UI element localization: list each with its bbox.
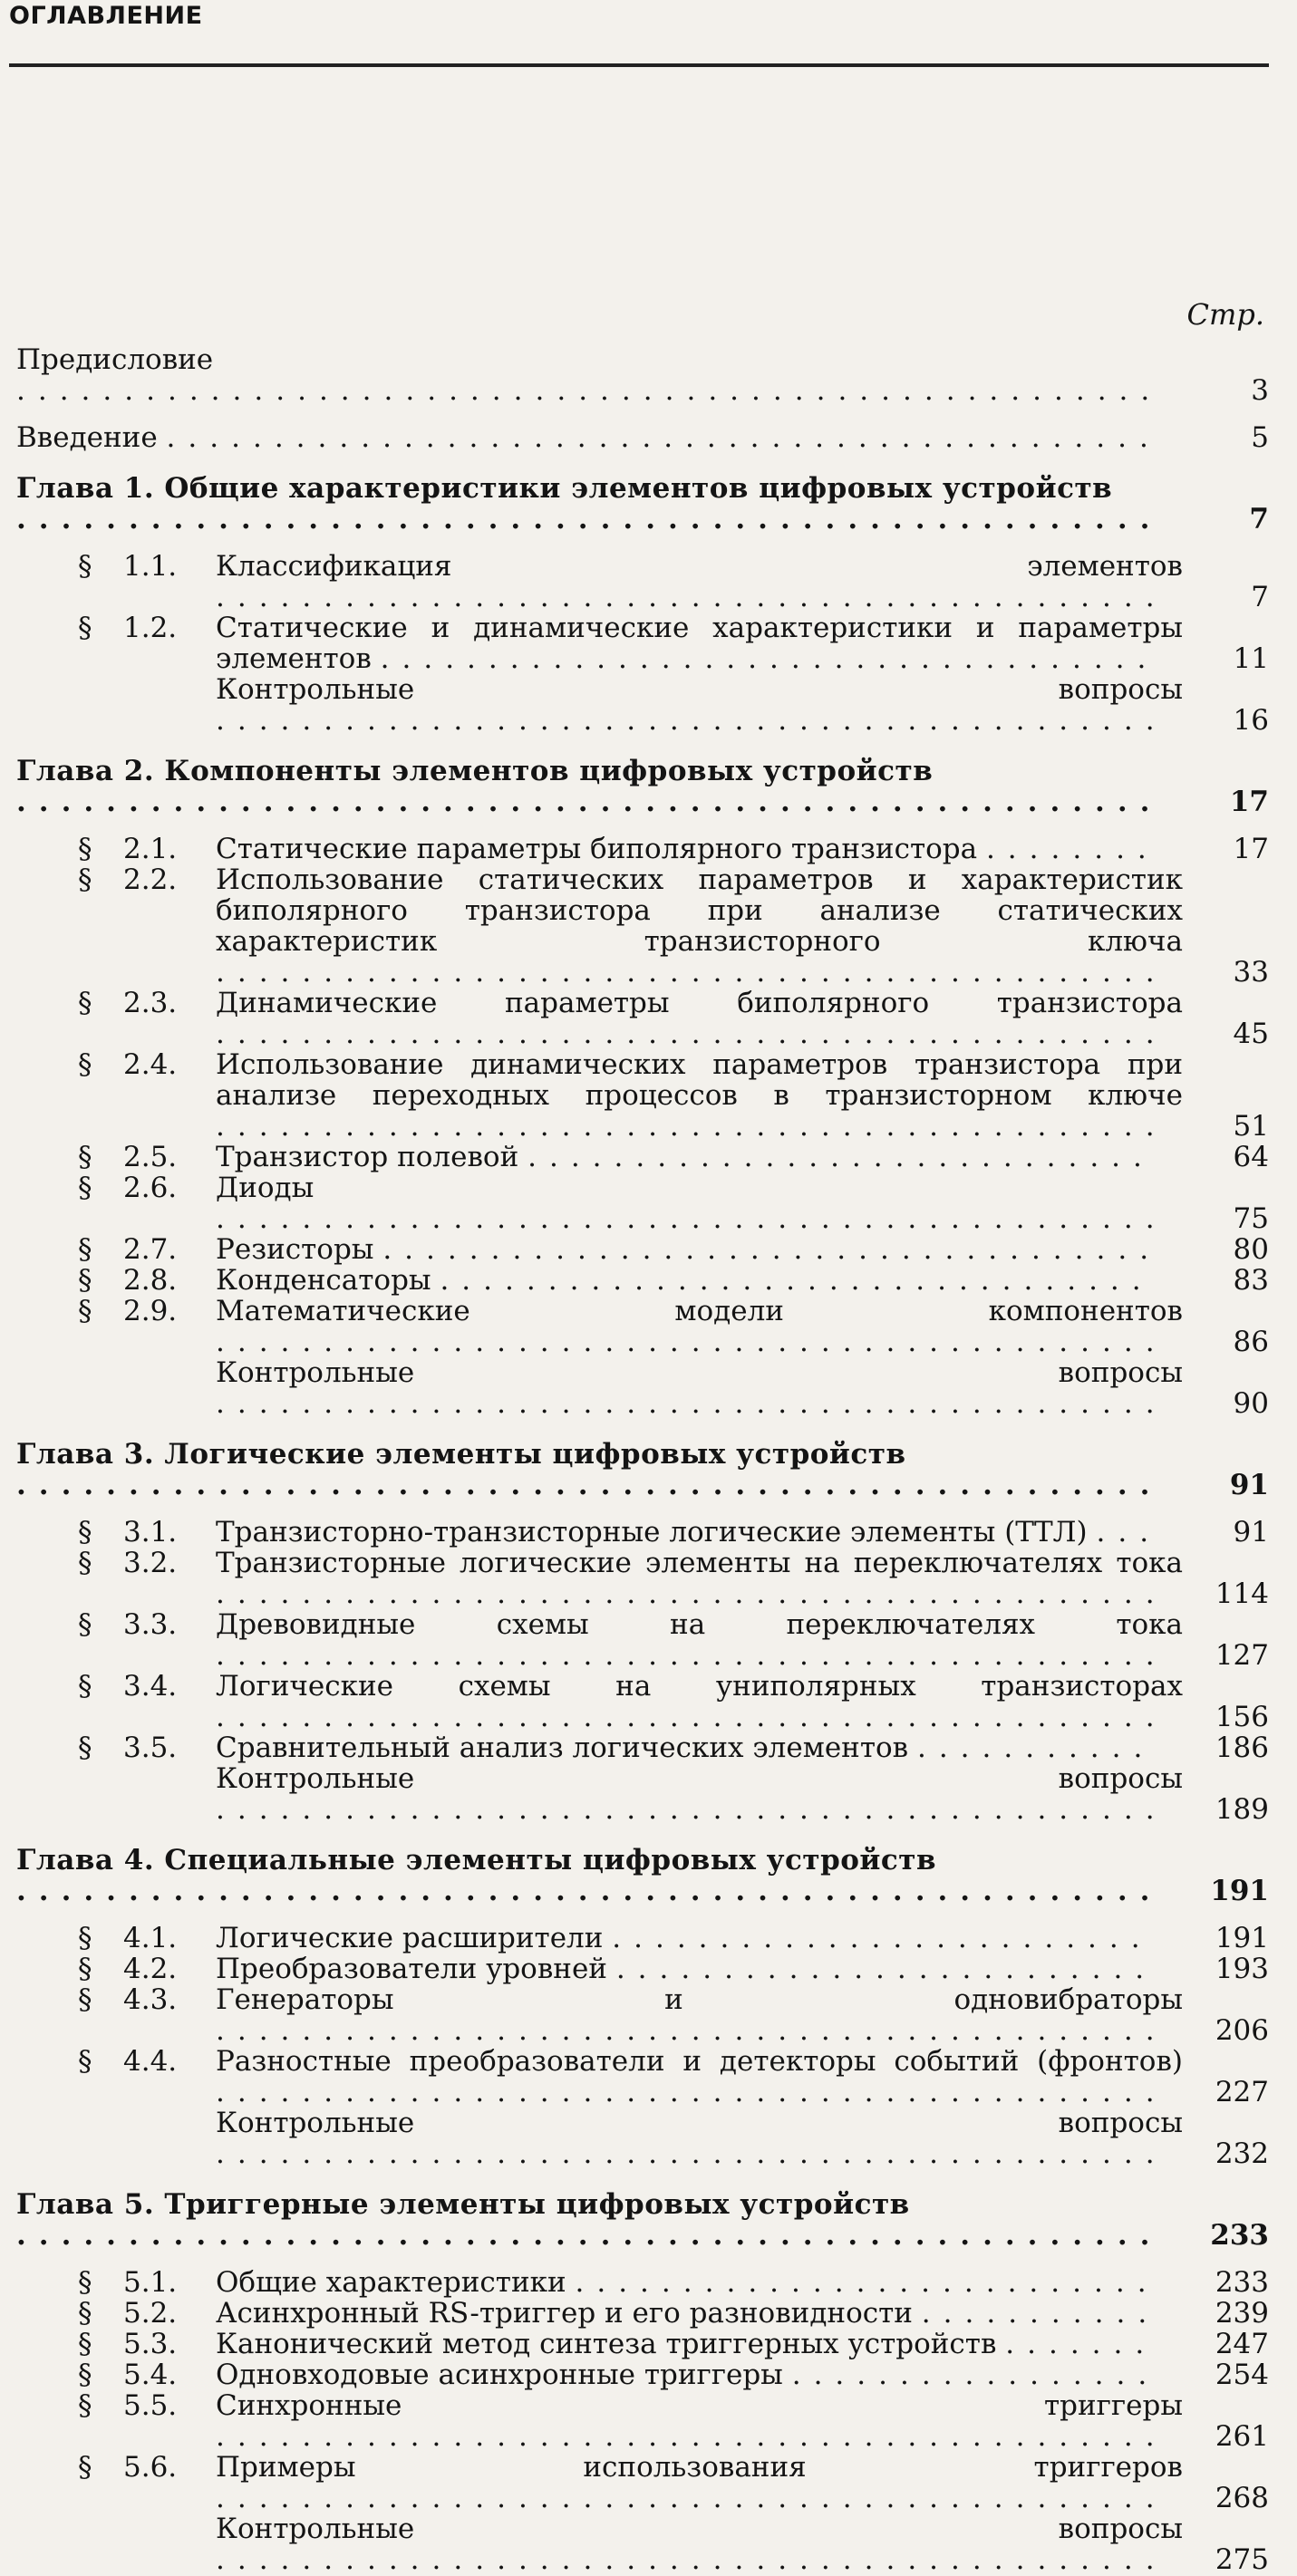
page-number: 232 — [1215, 2137, 1269, 2170]
toc-section — [16, 1548, 1269, 1609]
toc-section — [16, 1234, 1269, 1265]
section-sign: § — [78, 2328, 92, 2360]
toc-label: Контрольные вопросы ............................................ — [216, 1356, 1183, 1420]
toc-questions — [16, 1357, 1269, 1419]
section-number: 3.1. — [123, 1516, 178, 1548]
toc-section — [16, 1923, 1269, 1954]
page-number: 7 — [1251, 581, 1269, 613]
section-sign: § — [78, 1172, 92, 1204]
page-column-label: Стр. — [1186, 297, 1264, 332]
leader-dots: ............................................ — [216, 2014, 1167, 2047]
section-sign: § — [78, 1670, 92, 1703]
section-number: 4.1. — [123, 1922, 178, 1954]
section-sign: § — [78, 1233, 92, 1266]
toc-label: Сравнительный анализ логических элементов ........... — [216, 1732, 1156, 1764]
toc-label: Контрольные вопросы ............................................ — [216, 2513, 1183, 2576]
toc-chapter — [16, 756, 1269, 817]
toc-section — [16, 2452, 1269, 2513]
section-number: 5.2. — [123, 2297, 178, 2330]
section-number: 4.3. — [123, 1983, 178, 2016]
section-number: 2.4. — [123, 1048, 178, 1081]
page-number: 114 — [1215, 1577, 1269, 1610]
leader-dots: ................................................... — [16, 786, 1163, 818]
section-sign: § — [78, 550, 92, 583]
section-sign: § — [78, 2297, 92, 2330]
section-sign: § — [78, 1048, 92, 1081]
page-number: 127 — [1215, 1639, 1269, 1672]
toc-section — [16, 1984, 1269, 2046]
section-sign: § — [78, 1141, 92, 1173]
section-number: 3.3. — [123, 1608, 178, 1641]
leader-dots: ................. — [791, 2359, 1160, 2391]
toc-section — [16, 1609, 1269, 1671]
page-number: 191 — [1210, 1875, 1269, 1907]
toc-label: Статические и динамические характеристики и параметры элементов .................................... — [216, 612, 1183, 675]
page-number: 233 — [1210, 2219, 1269, 2252]
section-sign: § — [78, 833, 92, 865]
table-of-contents — [16, 344, 1269, 2575]
toc-label: Синхронные триггеры ............................................ — [216, 2389, 1183, 2453]
toc-label: Транзисторные логические элементы на переключателях тока ............................................ — [216, 1547, 1183, 1610]
leader-dots: ..................................................... — [16, 374, 1163, 407]
page-number: 186 — [1215, 1732, 1269, 1764]
toc-label: Глава 1. Общие характеристики элементов цифровых устройств ................................................... — [16, 472, 1163, 535]
page-number: 233 — [1215, 2266, 1269, 2299]
leader-dots: ......................... — [612, 1922, 1153, 1954]
section-number: 5.5. — [123, 2389, 178, 2422]
section-sign: § — [78, 1547, 92, 1579]
section-sign: § — [78, 987, 92, 1019]
section-number: 5.6. — [123, 2451, 178, 2484]
section-sign: § — [78, 2389, 92, 2422]
toc-section — [16, 1142, 1269, 1172]
toc-label: Использование динамических параметров транзистора при анализе переходных процессов в транзисторном ключе ............................................ — [216, 1048, 1183, 1143]
toc-section — [16, 551, 1269, 613]
page-number: 33 — [1233, 956, 1269, 989]
toc-label: Глава 2. Компоненты элементов цифровых устройств ................................................... — [16, 755, 1163, 818]
toc-entry — [16, 422, 1269, 453]
toc-chapter — [16, 1845, 1269, 1906]
leader-dots: ............................................ — [216, 2137, 1167, 2170]
leader-dots: ............................................ — [216, 1387, 1167, 1420]
toc-label: Предисловие ..................................................... — [16, 343, 1163, 407]
leader-dots: ............................................ — [216, 1018, 1167, 1050]
section-number: 2.6. — [123, 1172, 178, 1204]
page-number: 75 — [1233, 1202, 1269, 1235]
section-number: 3.5. — [123, 1732, 178, 1764]
leader-dots: ......................... — [615, 1953, 1157, 1985]
leader-dots: ................................................... — [16, 2219, 1163, 2252]
leader-dots: ............................................ — [216, 1577, 1167, 1610]
page-number: 227 — [1215, 2076, 1269, 2108]
toc-section — [16, 1954, 1269, 1984]
page-number: 7 — [1249, 503, 1269, 535]
toc-label: Резисторы .................................... — [216, 1233, 1162, 1266]
page-number: 268 — [1215, 2482, 1269, 2514]
toc-section — [16, 2267, 1269, 2298]
leader-dots: ............................................ — [216, 2076, 1167, 2108]
toc-section — [16, 2298, 1269, 2329]
toc-section — [16, 1172, 1269, 1234]
toc-label: Древовидные схемы на переключателях тока ............................................ — [216, 1608, 1183, 1672]
leader-dots: ............................................ — [216, 1110, 1167, 1143]
page-number: 91 — [1233, 1516, 1269, 1548]
page-number: 239 — [1215, 2297, 1269, 2330]
page-number: 275 — [1215, 2543, 1269, 2576]
page-number: 91 — [1229, 1469, 1269, 1501]
section-number: 2.8. — [123, 1264, 178, 1297]
section-sign: § — [78, 1608, 92, 1641]
leader-dots: ............................................ — [216, 1326, 1167, 1358]
section-sign: § — [78, 1922, 92, 1954]
toc-section — [16, 2390, 1269, 2452]
toc-section — [16, 988, 1269, 1049]
toc-chapter — [16, 2189, 1269, 2251]
page-number: 80 — [1233, 1233, 1269, 1266]
section-sign: § — [78, 612, 92, 644]
page-number: 189 — [1215, 1793, 1269, 1826]
toc-label: Преобразователи уровней ......................... — [216, 1953, 1157, 1985]
toc-chapter — [16, 1439, 1269, 1500]
toc-label: Общие характеристики ........................... — [216, 2266, 1159, 2299]
toc-label: Логические схемы на униполярных транзисторах ............................................ — [216, 1670, 1183, 1733]
toc-label: Динамические параметры биполярного транзистора ............................................ — [216, 987, 1183, 1050]
toc-section — [16, 1049, 1269, 1142]
leader-dots: ............................................ — [216, 704, 1167, 737]
section-number: 4.2. — [123, 1953, 178, 1985]
leader-dots: ............................................ — [216, 1701, 1167, 1733]
leader-dots: .................................... — [380, 642, 1159, 675]
toc-label: Конденсаторы ................................. — [216, 1264, 1154, 1297]
leader-dots: ............................................ — [216, 1639, 1167, 1672]
toc-label: Транзистор полевой ............................. — [216, 1141, 1155, 1173]
section-number: 2.9. — [123, 1295, 178, 1327]
toc-label: Классификация элементов ............................................ — [216, 550, 1183, 613]
toc-label: Одновходовые асинхронные триггеры ................. — [216, 2359, 1160, 2391]
section-sign: § — [78, 2359, 92, 2391]
section-sign: § — [78, 1264, 92, 1297]
section-sign: § — [78, 863, 92, 896]
section-number: 2.7. — [123, 1233, 178, 1266]
page-number: 86 — [1233, 1326, 1269, 1358]
page-number: 191 — [1215, 1922, 1269, 1954]
header-rule — [9, 63, 1269, 67]
toc-questions — [16, 2513, 1269, 2575]
section-number: 2.3. — [123, 987, 178, 1019]
toc-section — [16, 1732, 1269, 1763]
page-number: 156 — [1215, 1701, 1269, 1733]
page-number: 64 — [1233, 1141, 1269, 1173]
leader-dots: ................................. — [440, 1264, 1154, 1297]
section-sign: § — [78, 2266, 92, 2299]
toc-label: Логические расширители ......................... — [216, 1922, 1153, 1954]
page-number: 5 — [1251, 421, 1269, 454]
toc-questions — [16, 674, 1269, 736]
page-number: 206 — [1215, 2014, 1269, 2047]
toc-label: Примеры использования триггеров ............................................ — [216, 2451, 1183, 2514]
leader-dots: ........... — [916, 1732, 1156, 1764]
page-number: 261 — [1215, 2420, 1269, 2453]
section-number: 1.2. — [123, 612, 178, 644]
page-number: 3 — [1251, 374, 1269, 407]
page-title: ОГЛАВЛЕНИЕ — [9, 2, 203, 30]
leader-dots: ... — [1096, 1516, 1162, 1548]
toc-section — [16, 864, 1269, 988]
page-number: 11 — [1233, 642, 1269, 675]
page-number: 83 — [1233, 1264, 1269, 1297]
page-number: 16 — [1233, 704, 1269, 737]
toc-label: Контрольные вопросы ............................................ — [216, 1762, 1183, 1826]
page-number: 193 — [1215, 1953, 1269, 1985]
toc-label: Глава 5. Триггерные элементы цифровых устройств ................................................... — [16, 2188, 1163, 2252]
page-number: 51 — [1233, 1110, 1269, 1143]
section-sign: § — [78, 1732, 92, 1764]
leader-dots: .................................... — [382, 1233, 1162, 1266]
toc-label: Генераторы и одновибраторы ............................................ — [216, 1983, 1183, 2047]
leader-dots: ............................. — [528, 1141, 1155, 1173]
page-number: 17 — [1233, 833, 1269, 865]
section-sign: § — [78, 1295, 92, 1327]
toc-section — [16, 1296, 1269, 1357]
toc-entry — [16, 344, 1269, 406]
toc-section — [16, 2046, 1269, 2108]
leader-dots: ............................................ — [216, 1202, 1167, 1235]
page-number: 247 — [1215, 2328, 1269, 2360]
toc-label: Математические модели компонентов ............................................ — [216, 1295, 1183, 1358]
section-number: 5.1. — [123, 2266, 178, 2299]
section-number: 3.2. — [123, 1547, 178, 1579]
toc-section — [16, 613, 1269, 674]
toc-label: Контрольные вопросы ............................................ — [216, 673, 1183, 737]
section-sign: § — [78, 1516, 92, 1548]
leader-dots: ....... — [1005, 2328, 1157, 2360]
leader-dots: ........... — [921, 2297, 1160, 2330]
toc-section — [16, 1265, 1269, 1296]
page-number: 254 — [1215, 2359, 1269, 2391]
toc-label: Контрольные вопросы ............................................ — [216, 2107, 1183, 2170]
leader-dots: ............................................ — [216, 581, 1167, 613]
leader-dots: ................................................... — [16, 1469, 1163, 1501]
toc-label: Разностные преобразователи и детекторы событий (фронтов) ............................................ — [216, 2045, 1183, 2108]
section-sign: § — [78, 2045, 92, 2078]
leader-dots: ................................................... — [16, 1875, 1163, 1907]
section-sign: § — [78, 1983, 92, 2016]
section-number: 2.1. — [123, 833, 178, 865]
toc-label: Канонический метод синтеза триггерных устройств ....... — [216, 2328, 1157, 2360]
toc-section — [16, 1671, 1269, 1732]
section-number: 5.3. — [123, 2328, 178, 2360]
section-sign: § — [78, 2451, 92, 2484]
toc-questions — [16, 2108, 1269, 2169]
toc-label: Статические параметры биполярного транзистора ........ — [216, 833, 1159, 865]
section-number: 2.5. — [123, 1141, 178, 1173]
page-number: 90 — [1233, 1387, 1269, 1420]
leader-dots: ........ — [985, 833, 1159, 865]
leader-dots: ............................................ — [216, 2543, 1167, 2576]
toc-section — [16, 834, 1269, 864]
page-number: 45 — [1233, 1018, 1269, 1050]
toc-chapter — [16, 473, 1269, 535]
leader-dots: ........................... — [575, 2266, 1159, 2299]
toc-label: Асинхронный RS-триггер и его разновидности ........... — [216, 2297, 1160, 2330]
section-number: 1.1. — [123, 550, 178, 583]
leader-dots: .............................................. — [166, 421, 1161, 454]
toc-label: Диоды ............................................ — [216, 1172, 1167, 1235]
section-number: 4.4. — [123, 2045, 178, 2078]
toc-section — [16, 1517, 1269, 1548]
section-number: 3.4. — [123, 1670, 178, 1703]
toc-label: Транзисторно-транзисторные логические элементы (ТТЛ) ... — [216, 1516, 1162, 1548]
leader-dots: ............................................ — [216, 1793, 1167, 1826]
toc-section — [16, 2359, 1269, 2390]
toc-section — [16, 2329, 1269, 2359]
section-sign: § — [78, 1953, 92, 1985]
toc-questions — [16, 1763, 1269, 1825]
leader-dots: ............................................ — [216, 2420, 1167, 2453]
toc-label: Использование статических параметров и характеристик биполярного транзистора при анализе статических характеристик транзисторного ключа ............................................ — [216, 863, 1183, 989]
toc-label: Введение .............................................. — [16, 421, 1161, 454]
leader-dots: ............................................ — [216, 2482, 1167, 2514]
leader-dots: ............................................ — [216, 956, 1167, 989]
section-number: 5.4. — [123, 2359, 178, 2391]
leader-dots: ................................................... — [16, 503, 1163, 535]
toc-label: Глава 3. Логические элементы цифровых устройств ................................................... — [16, 1438, 1163, 1501]
section-number: 2.2. — [123, 863, 178, 896]
toc-label: Глава 4. Специальные элементы цифровых устройств ................................................... — [16, 1844, 1163, 1907]
page-number: 17 — [1229, 786, 1269, 818]
